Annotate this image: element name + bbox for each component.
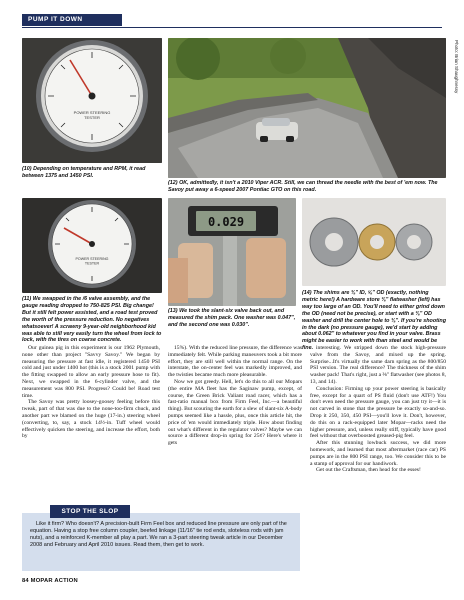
caption-13: (13) We took the slant-six valve back out, and measured the shim pack. One washer was 0.047", and the second one was 0.030".	[168, 308, 296, 328]
gauge-label-line1-b: POWER STEERING	[75, 257, 109, 261]
body-paragraph: interesting. We stripped down the stock high-pressure valve from the Savoy, and mixed up the spring. Surprise...It's virtually the same darn spring as the 800/850 PSI version. The real difference? The thickness of the shim washer pack! That's right, just a ⅜" flatwasher (see photos 8, 13, and 14).	[310, 345, 447, 385]
sidebar-text: Like it firm? Who doesn't? A precision-built Firm Feel box and reduced line pressure are only part of the equation. Having a stop free column coupler, beefed linkage (11/16" tie rod ends, sloteless rods with jam nuts), and a reinforced K-member all play a part. We ran a 3-part steering tweak article in our December 2008 and February and April 2010 issues. Read them, then get to work.	[30, 521, 287, 548]
caption-11: (11) We swapped in the /6 valve assembly, and the gauge reading dropped to 750-825 PSI. Big change! But it still felt power assisted, and a road test proved the worth of the pressure reduction. No negatives whatsoever! A scrawny 9-year-old neighborhood kid was able to still very easily turn the wheel from lock to lock, with the tires on coarse concrete.	[22, 296, 162, 344]
gauge-label-line1: POWER STEERING	[73, 110, 111, 115]
sidebar-title: STOP THE SLOP	[50, 505, 130, 518]
body-paragraph: Our guinea pig in this experiment is our 1962 Plymouth, none other than project "Savvy Savoy." We began by measuring the pressure at fast idle, it registered 1450 PSI cold and just under 1400 hot (this is a stock 2001 pump with the fitting swapped to allow an early pressure hose to fit). Next, we swapped in the 6-cylinder valve, and the measurement was 800 PSI. Progress? Could be! Road test time.	[22, 345, 160, 399]
caption-14: (14) The shims are ⅜" ID, ⅝" OD (exactly, nothing metric here!) A hardware store ⅜" flatwasher (left) has way too large of an OD. You'll need to either grind down the OD (need not be precise), or start with a ⅜" OD washer and drill the center hole to ⅜". If you're shooting in the dark (no pressure gauge), we'd start by adding about 0.062" to whatever you find in your valve. Brass might be easier to work with than steel and would be fine.	[302, 290, 447, 352]
body-paragraph: The Savoy was pretty loosey-goosey feeling before this tweak, part of that was due to the none-too-firm chuck, and another part we blamed on the huge (17-in.) steering wheel (converting, to, say, a stock 14½-in. Tuff wheel would effectively quicken the steering, and increase the effort, both by	[22, 399, 160, 440]
body-paragraph: 15%). With the reduced line pressure, the difference was immediately felt. While parking maneuvers took a bit more effort, they are still well within the normal range. On the interstate, the on-center feel was markedly improved, and the twisties became much more pleasurable.	[168, 345, 302, 379]
body-paragraph: Get out the Craftsman, then head for the esses!	[316, 467, 421, 474]
photo-gauge-low	[22, 198, 162, 293]
page-number: 84	[22, 578, 29, 584]
header-rule	[22, 27, 442, 28]
photo-credit: Photo: Brian Shaughnessy	[454, 40, 459, 94]
body-column-3	[310, 345, 446, 474]
body-paragraph: Conclusion: Firming up your power steering is basically free, except for a quart of PS fluid (don't use ATF!) You don't even need the pressure gauge, you can just try it—it is not carved in stone that the pressure be exactly so-and-so. Drop it 250, 350, 450 PSI—you'll love it. Don't, however, do this on a rack-equipped later Mopar—racks need the higher pressure, and, unless really stiff, typically have good feel without that overboosted greased-pig feel.	[310, 385, 446, 440]
body-column-1	[22, 345, 160, 440]
page-footer	[22, 578, 78, 584]
photo-road-car	[168, 38, 446, 178]
caption-10: (10) Depending on temperature and RPM, it read between 1375 and 1450 PSI.	[22, 166, 146, 179]
gauge-label-line2-b: TESTER	[84, 261, 100, 266]
photo-caliper	[168, 198, 296, 306]
body-paragraph: After this stunning lowbuck success, we did more homework, and learned that most aftermarket (race car) PS pumps are in the 800 PSI range, too. We consider this to be a stamp of approval for our handiwork.	[310, 440, 446, 467]
photo-washers	[302, 198, 446, 286]
caption-12: (12) OK, admittedly, it isn't a 2010 Viper ACR. Still, we can thread the needle with the best of 'em now. The Savoy put away a 6-speed 2007 Pontiac GTO on this road.	[168, 180, 438, 193]
magazine-name: MOPAR ACTION	[30, 578, 78, 584]
section-title: PUMP IT DOWN	[28, 16, 83, 23]
body-paragraph: Now we got greedy. Hell, let's do this to all our Mopars (the entire MA fleet has the Saginaw pump, except, of course, the Green Brick Valiant road racer, which has a fast-ratio manual box from Firm Feel, Inc.—a beautiful thing). But scouring the earth for a slew of slant-six A-body pumps seemed like a hassle, plus, once this article hit, the price of 'em would immediately triple. How about finding out what's different in the regulator valves? Maybe we can source a different drop-in spring for 25¢? Here's where it gets	[168, 378, 302, 447]
body-column-2	[168, 345, 302, 447]
section-header	[22, 14, 122, 26]
caliper-display: 0.029	[207, 215, 245, 229]
photo-gauge-high	[22, 38, 162, 163]
gauge-label-line2: TESTER	[84, 115, 100, 120]
